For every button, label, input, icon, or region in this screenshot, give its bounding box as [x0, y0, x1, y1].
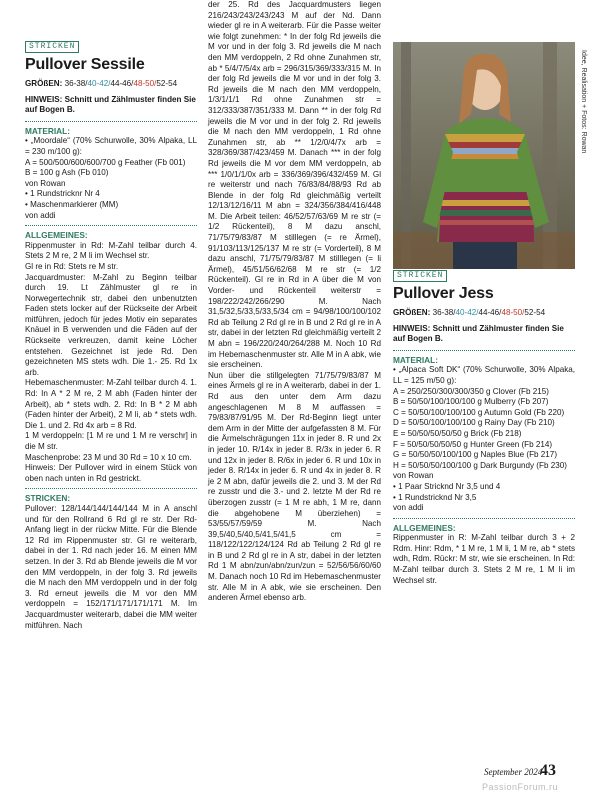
knitting-paragraph: Nun über die stillgelegten 71/75/79/83/87 M eines Ärmels gl re in A weiterarb, dabei in der 1. Rd aus den unter dem Arm dazu angeschlagenen M 8 M auffassen = 79/83/87/91/95 M. Der Rd-Beginn liegt unter dem Arm in der Mitte der aufgefassten 8 M. Für die Ärmelschrägungen 11x in jeder 8. R und 2x in jeder 10. R/14x in jeder 8. R/3x in jeder 6. R und 12x in jeder 8. R/6x in jeder 6. R und 10x in jeder 8. R/14x in jeder 6. R und 4x in jeder 8. R je 2 M abn, dafür jeweils die 2. und 3. M der Rd re zusstr und die 3.- und 2. letzte M der Rd re überzogen zusstr (= 1 M re abh, 1 M re, dann die abgehobene M überziehen) = 53/55/57/59/59 M. Nach 39,5/40,5/40,5/41,5/41,5 cm = 118/122/122/124/124 Rd ab Teilung 2 Rd gl re in B und 2 Rd gl re in A str, dabei in der letzten Rd 1 M abn/zun/abn/zun/zun = 52/56/56/60/60 M. Danach noch 10 Rd im Hebemaschenmuster str. Alle M in A abk, wie sie erscheinen. Den anderen Ärmel ebenso arb. [208, 370, 381, 603]
general-paragraph: Hinweis: Der Pullover wird in einem Stück von oben nach unten in Rd gestrickt. [25, 463, 197, 483]
divider [25, 225, 197, 226]
watermark: PassionForum.ru [482, 782, 559, 792]
divider [393, 350, 575, 351]
hint-sessile: HINWEIS: Schnitt und Zählmuster finden Sie auf Bogen B. [25, 94, 196, 115]
material-line: B = 100 g Ash (Fb 010) [25, 168, 109, 178]
divider [25, 488, 197, 489]
material-line: • 1 Paar Stricknd Nr 3,5 und 4 [393, 481, 501, 491]
general-paragraph: Rippenmuster in Rd: M-Zahl teilbar durch 4. Stets 2 M re, 2 M li im Wechsel str. [25, 240, 197, 261]
material-line: C = 50/50/100/100/100 g Autumn Gold (Fb 220) [393, 407, 565, 417]
material-line: B = 50/50/100/100/100 g Mulberry (Fb 207) [393, 397, 549, 407]
material-line: von Rowan [25, 178, 66, 188]
general-paragraph: Gl re in Rd: Stets re M str. [25, 261, 119, 271]
general-paragraph: Rippenmuster in R: M-Zahl teilbar durch 3 + 2 Rdm. Hinr: Rdm, * 1 M re, 1 M li, 1 M re, ab * stets wdh, Rdm. Rückr: M str, wie sie erscheinen. In Rd: M-Zahl teilbar durch 3. Stets 2 M re, 1 M li im Wechsel str. [393, 533, 575, 585]
knitting-heading: STRICKEN: [25, 493, 71, 504]
size-2: 40-42/ [87, 79, 111, 88]
material-line: von addi [393, 503, 424, 513]
sizes-sessile [25, 79, 197, 90]
general-heading: ALLGEMEINES: [25, 230, 88, 241]
column-sessile-2 [208, 0, 381, 604]
size-2: 40-42/ [455, 308, 479, 317]
size-5: 52-54 [156, 79, 178, 88]
page-number: 43 [540, 762, 556, 779]
material-line: • Maschenmarkierer (MM) [25, 199, 119, 209]
size-1: 36-38/ [64, 79, 88, 88]
material-heading: MATERIAL: [393, 354, 439, 365]
size-5: 52-54 [524, 308, 546, 317]
size-3: 44-46/ [110, 79, 134, 88]
material-line: A = 250/250/300/300/350 g Clover (Fb 215) [393, 386, 549, 396]
material-line: G = 50/50/50/100/100 g Naples Blue (Fb 217) [393, 450, 558, 460]
sizes-label: GRÖßEN: [393, 308, 431, 317]
knitting-paragraph: der 25. Rd des Jacquardmusters liegen 216/243/243/243/243 M auf der Nd. Dann wieder gl re in A weiterarb. Für die Passe weiter wie folgt zunehmen: * In der folg Rd jeweils die M vor und in der folg 3. Rd jeweils die M nach den MM verdoppeln, 2 Rd ohne Zunahmen str, ab * 5/4/7/5/4x arb = 296/315/369/333/315 M. In der folg Rd jeweils die M vor und in der folg 3. Rd jeweils die M nach den MM verdoppeln, 1/3/1/1/1 Rd ohne Zunahmen str = 312/333/387/351/333 M. Dann ** in der folg Rd jeweils die M vor und in der folg 2. Rd jeweils die M nach den MM verdoppeln, 1 Rd ohne Zunahmen str, ab ** 1/2/0/4/7x arb = 328/369/387/423/459 M. Danach *** in der folg Rd jeweils die M vor dem MM verdoppeln, ab *** 1/0/1/1/0x arb = 336/369/396/432/459 M. Gl re weiterstr und nach 76/83/84/88/93 Rd ab Blende in der folg Rd gleichmäßig verteilt 12/13/12/16/11 M abn = 324/356/384/416/448 M. Die Arbeit teilen: 46/52/57/63/69 M re str (= 1/2 Rückenteil), 8 M dazu anschl, 71/75/79/83/87 M stilllegen (= re Ärmel), 91/103/113/125/137 M re str (= Vorderteil), 8 M dazu anschl, 71/75/79/83/87 M stilllegen (= li Ärmel), 45/51/56/62/68 M re str (= 1/2 Rückenteil). Gl re in Rd in A über die M von Vorder- und Rückenteil weiterstr = 198/222/242/266/290 M. Nach 31,5/32,5/33,5/33,5/34 cm = 94/98/100/100/102 Rd ab Teilung 2 Rd gl re in B und 2 Rd gl re in A str, dabei in der letzten Rd gleichmäßig verteilt 2 M abn = 196/220/240/264/288 M. Noch 10 Rd im Hebemaschenmuster str. Alle M in A abk, wie sie erscheinen. [208, 0, 381, 370]
pattern-title-sessile: Pullover Sessile [25, 56, 145, 73]
knitting-paragraph: Pullover: 128/144/144/144/144 M in A anschl und für den Rollrand 6 Rd gl re str. Der Rd-Anfang liegt in der rückw Mitte. Für die Blende 12 Rd im Rippenmuster str. Gl re weiterarb, dabei in der 1. Rd nach jeder 16. M einen MM setzen. In der 3. Rd ab Blende jeweils die M vor den MM verdoppeln, in der folg 3. Rd jeweils die M nach den MM verdoppeln und in der folg 3. Rd erneut jeweils die M vor den MM verdoppeln = 152/171/171/171/171 M. Im Jacquardmuster weiterarb, dabei die MM weiter mitführen. Nach [25, 503, 197, 630]
material-line: von addi [25, 210, 56, 220]
general-paragraph: 1 M verdoppeln: [1 M re und 1 M re verschr] in die M str. [25, 431, 197, 451]
material-line: • „Alpaca Soft DK“ (70% Schurwolle, 30% Alpaka, LL = 125 m/50 g): [393, 365, 575, 385]
material-line: F = 50/50/50/50/50 g Hunter Green (Fb 214) [393, 439, 553, 449]
sizes-jess [393, 308, 575, 319]
material-line: von Rowan [393, 471, 434, 481]
section-tag: STRICKEN [393, 270, 447, 282]
material-line: • „Moordale“ (70% Schurwolle, 30% Alpaka, LL = 230 m/100 g): [25, 136, 197, 156]
sizes-label: GRÖßEN: [25, 79, 63, 88]
size-4: 48-50/ [133, 79, 157, 88]
section-tag: STRICKEN [25, 41, 79, 53]
material-line: H = 50/50/50/100/100 g Dark Burgundy (Fb 230) [393, 460, 567, 470]
material-heading: MATERIAL: [25, 125, 71, 136]
column-jess [393, 270, 575, 586]
model-photo [393, 42, 575, 269]
issue-date: September 2024 [484, 767, 543, 777]
general-paragraph: Jacquardmuster: M-Zahl zu Beginn teilbar durch 19. Lt Zählmuster gl re in Norwegertechnik str, dabei den unbenutzten Faden stets locker auf der Rückseite der Arbeit mitführen, jedoch für jedes Motiv ein separates Knäuel in B verwenden und die Fäden auf der Rückseite verkreuzen, damit keine Löcher entstehen. Gezeichnet ist jede Rd. Den gezeichneten MS stets wdh. Die 1.- 25. Rd 1x arb. [25, 272, 197, 377]
general-heading: ALLGEMEINES: [393, 522, 456, 533]
size-4: 48-50/ [501, 308, 525, 317]
size-3: 44-46/ [478, 308, 502, 317]
photo-credit-text: Idee, Realisation + Fotos: Rowan [580, 50, 587, 154]
pattern-title-jess: Pullover Jess [393, 285, 494, 302]
photo-credit [577, 50, 589, 210]
hint-jess: HINWEIS: Schnitt und Zählmuster finden Sie auf Bogen B. [393, 323, 564, 344]
material-line: • 1 Rundstricknr Nr 4 [25, 189, 100, 199]
size-1: 36-38/ [432, 308, 456, 317]
material-line: E = 50/50/50/50/50 g Brick (Fb 218) [393, 428, 522, 438]
general-paragraph: Hebemaschenmuster: M-Zahl teilbar durch 4. 1. Rd: In A * 2 M re, 2 M abh (Faden hinter der Arbeit), ab * stets wdh. 2. Rd: In B * 2 M abh (Faden hinter der Arbeit), 2 M li, ab * stets wdh. Die 1. und 2. Rd 4x arb = 8 Rd. [25, 378, 197, 430]
material-line: • 1 Rundstricknd Nr 3,5 [393, 492, 477, 502]
column-sessile-1 [25, 0, 197, 631]
material-line: D = 50/50/100/100/100 g Rainy Day (Fb 210) [393, 418, 555, 428]
general-paragraph: Maschenprobe: 23 M und 30 Rd = 10 x 10 cm. [25, 452, 192, 462]
divider [393, 518, 575, 519]
divider [25, 121, 197, 122]
material-line: A = 500/500/600/600/700 g Feather (Fb 001) [25, 157, 186, 167]
